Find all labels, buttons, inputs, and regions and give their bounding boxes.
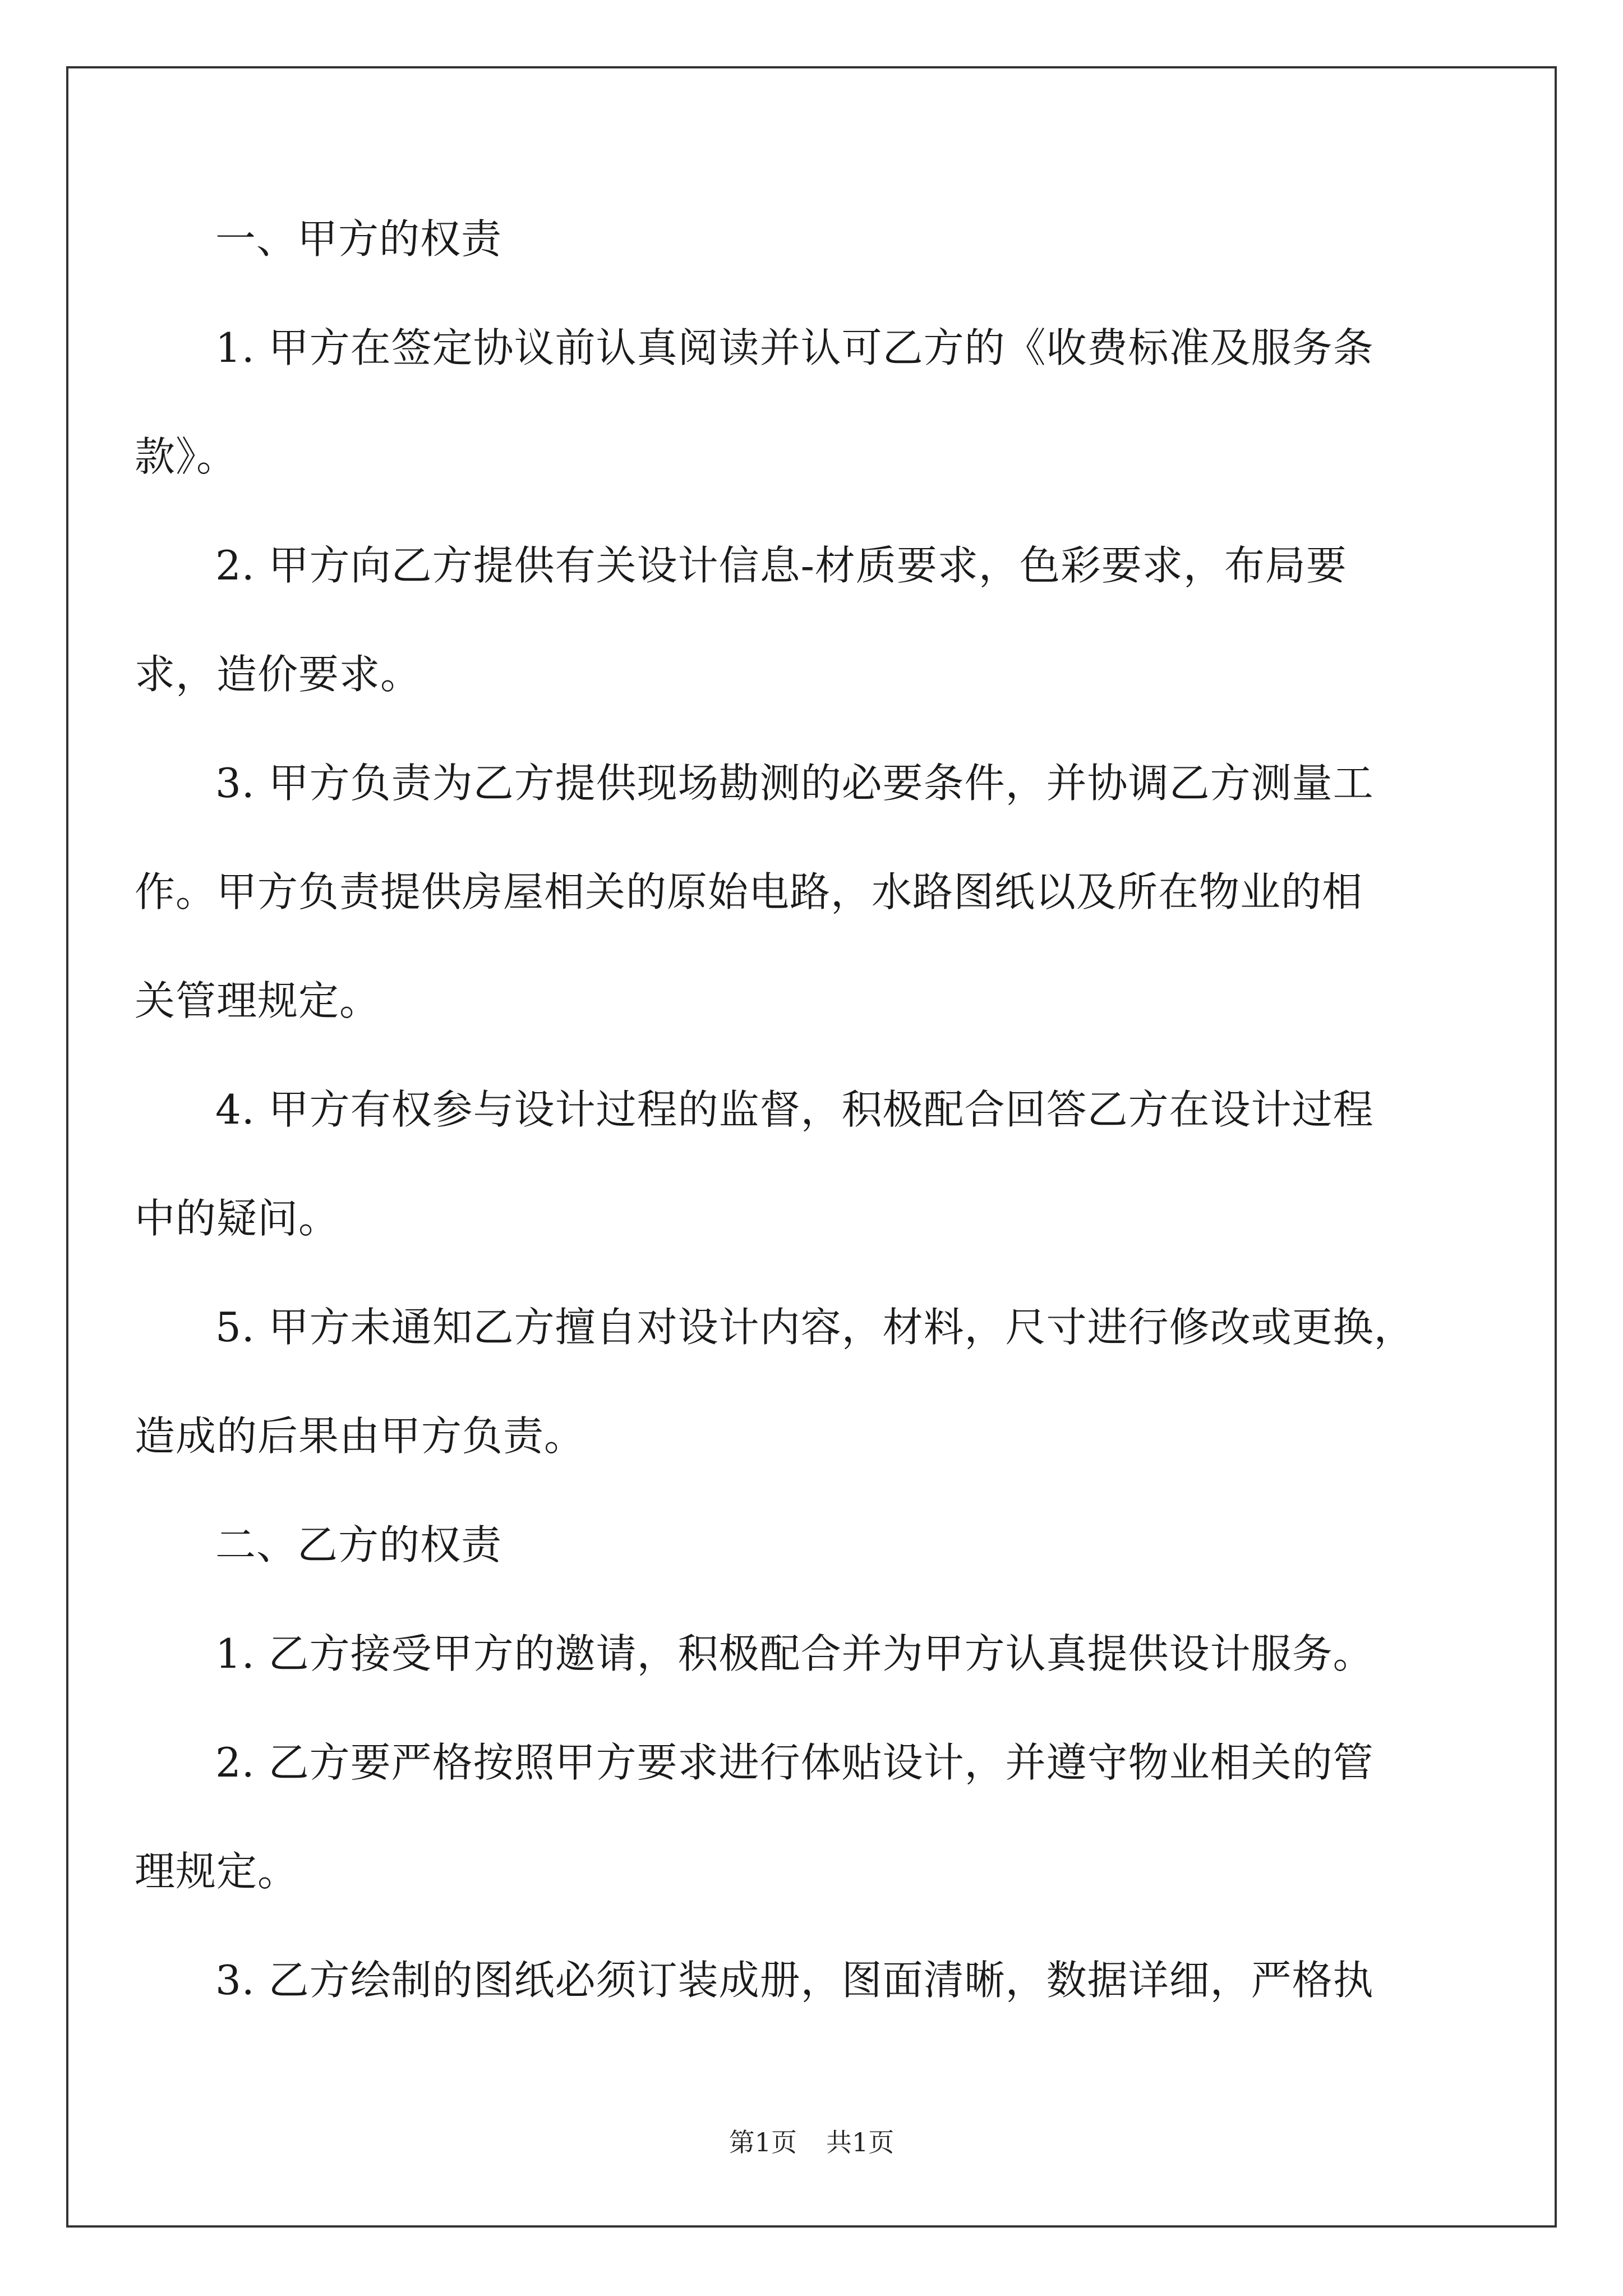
page-total: 共1页	[826, 2127, 895, 2157]
document-body	[135, 215, 1441, 2069]
paragraph-line: 作。甲方负责提供房屋相关的原始电路，水路图纸以及所在物业的相	[135, 868, 1363, 915]
paragraph-line: 4. 甲方有权参与设计过程的监督，积极配合回答乙方在设计过程	[215, 1086, 1374, 1133]
paragraph-line: 中的疑问。	[135, 1195, 340, 1242]
paragraph-line: 3. 乙方绘制的图纸必须订装成册，图面清晰，数据详细，严格执	[215, 1957, 1374, 2004]
paragraph-line: 理规定。	[135, 1848, 299, 1895]
paragraph-line: 1. 甲方在签定协议前认真阅读并认可乙方的《收费标准及服务条	[215, 324, 1374, 371]
page-footer	[0, 2129, 1623, 2155]
paragraph-line: 2. 甲方向乙方提供有关设计信息-材质要求，色彩要求，布局要	[215, 542, 1347, 589]
paragraph-line: 款》。	[135, 433, 238, 480]
paragraph-line: 5. 甲方未通知乙方擅自对设计内容，材料，尺寸进行修改或更换，	[215, 1304, 1415, 1351]
paragraph-line: 造成的后果由甲方负责。	[135, 1412, 585, 1460]
page-number: 第1页	[728, 2127, 797, 2157]
paragraph-line: 1. 乙方接受甲方的邀请，积极配合并为甲方认真提供设计服务。	[215, 1630, 1374, 1677]
paragraph-line: 求，造价要求。	[135, 651, 422, 698]
paragraph-line: 3. 甲方负责为乙方提供现场勘测的必要条件，并协调乙方测量工	[215, 760, 1374, 807]
paragraph-line: 2. 乙方要严格按照甲方要求进行体贴设计，并遵守物业相关的管	[215, 1739, 1374, 1786]
section-heading-party-a: 一、甲方的权责	[215, 215, 502, 263]
paragraph-line: 关管理规定。	[135, 977, 381, 1024]
section-heading-party-b: 二、乙方的权责	[215, 1521, 502, 1568]
